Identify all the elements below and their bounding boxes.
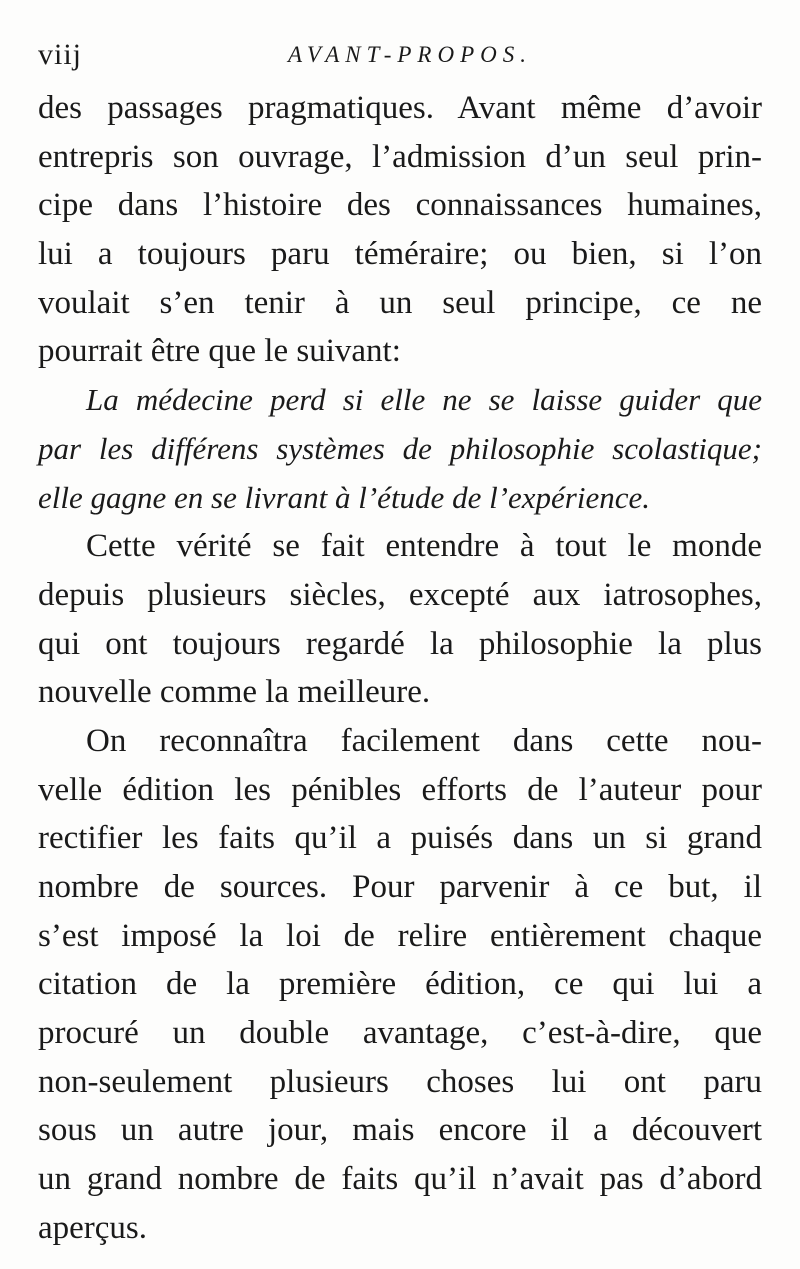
- text-line: procuré un double avantage, c’est-à-dire, que: [38, 1015, 762, 1052]
- paragraph-2: [38, 522, 762, 717]
- text-line: lui a toujours paru téméraire; ou bien, si l’on: [38, 236, 762, 273]
- text-line: nouvelle comme la meilleure.: [38, 674, 431, 711]
- text-line: aperçus.: [38, 1209, 148, 1246]
- text-line: s’est imposé la loi de relire entièrement chaque: [38, 917, 762, 954]
- quote-line: elle gagne en se livrant à l’étude de l’expérience.: [38, 479, 650, 515]
- text-line: non-seulement plusieurs choses lui ont paru: [38, 1063, 762, 1100]
- text-line: voulait s’en tenir à un seul principe, ce ne: [38, 284, 762, 321]
- text-line: entrepris son ouvrage, l’admission d’un seul prin-: [38, 138, 762, 175]
- text-line: Cette vérité se fait entendre à tout le monde: [86, 528, 762, 565]
- paragraph-1: [38, 84, 762, 376]
- text-line: un grand nombre de faits qu’il n’avait pas d’abord: [38, 1161, 762, 1198]
- quote-line: par les différens systèmes de philosophie scolastique;: [38, 430, 762, 466]
- page-number: viij: [38, 38, 83, 71]
- text-line: des passages pragmatiques. Avant même d’avoir: [38, 90, 762, 126]
- text-line: nombre de sources. Pour parvenir à ce but, il: [38, 869, 762, 905]
- text-line: On reconnaîtra facilement dans cette nou-: [86, 722, 762, 759]
- text-line: qui ont toujours regardé la philosophie la plus: [38, 625, 762, 662]
- text-line: rectifier les faits qu’il a puisés dans un si grand: [38, 820, 762, 857]
- text-line: sous un autre jour, mais encore il a découvert: [38, 1112, 762, 1149]
- paragraph-3: [38, 717, 762, 1253]
- italic-quote: [38, 376, 762, 522]
- text-line: cipe dans l’histoire des connaissances humaines,: [38, 187, 762, 224]
- text-line: depuis plusieurs siècles, excepté aux iatrosophes,: [38, 576, 762, 613]
- body-text: [38, 84, 762, 1253]
- text-line: pourrait être que le suivant:: [38, 333, 401, 370]
- page-header: [38, 38, 768, 78]
- text-line: citation de la première édition, ce qui lui a: [38, 966, 762, 1003]
- quote-line: La médecine perd si elle ne se laisse guider que: [86, 382, 762, 418]
- text-line: velle édition les pénibles efforts de l’auteur pour: [38, 771, 762, 808]
- running-title: AVANT-PROPOS.: [288, 42, 532, 67]
